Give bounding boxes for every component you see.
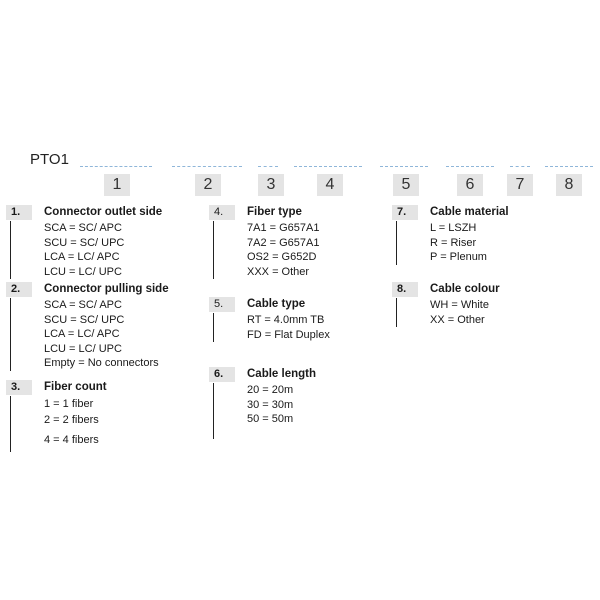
option: 50 = 50m (247, 413, 294, 425)
option: 7A1 = G657A1 (247, 222, 320, 234)
code-digit-5: 5 (393, 174, 419, 196)
section-title: Cable colour (430, 283, 500, 295)
code-digit-3: 3 (258, 174, 284, 196)
code-digit-1: 1 (104, 174, 130, 196)
option: OS2 = G652D (247, 251, 317, 263)
code-blank-6 (446, 166, 494, 167)
code-blank-8 (545, 166, 593, 167)
option: LCU = LC/ UPC (44, 342, 122, 355)
option: XXX = Other (247, 265, 310, 278)
section-number: 2. (6, 282, 32, 297)
code-blank-5 (380, 166, 428, 167)
section-number: 8. (392, 282, 418, 297)
code-digit-6: 6 (457, 174, 483, 196)
code-digit-4: 4 (317, 174, 343, 196)
option: FD = Flat Duplex (247, 328, 330, 341)
section-fiber-count (6, 380, 107, 452)
section-cable-length (209, 367, 317, 439)
option: P = Plenum (430, 251, 487, 263)
section-title: Cable length (247, 368, 317, 380)
option: RT = 4.0mm TB (247, 314, 325, 326)
section-number: 6. (209, 367, 235, 382)
section-cable-material (392, 205, 509, 265)
option: SCA = SC/ APC (44, 299, 122, 311)
section-number: 4. (209, 205, 235, 220)
code-blank-7 (510, 166, 530, 167)
option: LCU = LC/ UPC (44, 265, 122, 278)
section-number: 5. (209, 297, 235, 312)
option: XX = Other (430, 313, 485, 326)
code-digit-7: 7 (507, 174, 533, 196)
code-digit-8: 8 (556, 174, 582, 196)
option: WH = White (430, 299, 489, 311)
section-title: Connector outlet side (44, 206, 163, 218)
option: LCA = LC/ APC (44, 251, 120, 263)
section-fiber-type (209, 205, 319, 279)
option: 1 = 1 fiber (44, 398, 94, 410)
code-blank-2 (172, 166, 242, 167)
code-blank-1 (80, 166, 152, 167)
option: R = Riser (430, 236, 477, 249)
section-connector-pulling-side (6, 282, 169, 371)
section-title: Connector pulling side (44, 283, 169, 295)
option: SCA = SC/ APC (44, 222, 122, 234)
option: 7A2 = G657A1 (247, 236, 320, 249)
section-title: Fiber count (44, 381, 107, 393)
section-number: 7. (392, 205, 418, 220)
section-cable-type (209, 297, 330, 342)
option: Empty = No connectors (44, 357, 159, 369)
option: LCA = LC/ APC (44, 328, 120, 340)
option: 4 = 4 fibers (44, 434, 99, 446)
option: 20 = 20m (247, 384, 294, 396)
option: SCU = SC/ UPC (44, 313, 125, 326)
code-blank-4 (294, 166, 362, 167)
section-cable-colour (392, 282, 500, 327)
code-blank-3 (258, 166, 278, 167)
option: 2 = 2 fibers (44, 414, 99, 426)
code-digit-2: 2 (195, 174, 221, 196)
section-title: Cable material (430, 206, 509, 218)
section-title: Fiber type (247, 206, 302, 218)
section-connector-outlet-side (6, 205, 163, 279)
part-code-prefix: PTO1 (30, 151, 69, 168)
option: 30 = 30m (247, 398, 294, 411)
section-title: Cable type (247, 298, 306, 310)
section-number: 3. (6, 380, 32, 395)
option: SCU = SC/ UPC (44, 236, 125, 249)
option: L = LSZH (430, 222, 477, 234)
section-number: 1. (6, 205, 32, 220)
